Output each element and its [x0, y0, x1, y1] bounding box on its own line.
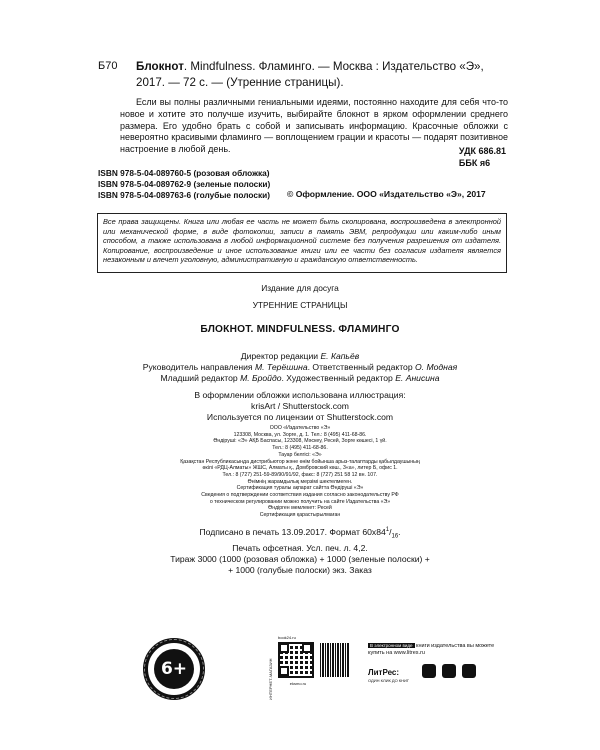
print-info [90, 525, 510, 576]
imprint-line: Қазақстан Республикасында дистрибьютор және өнім бойынша арыз-талаптарды қабылдаушының [180, 458, 420, 465]
staff-line-3 [90, 373, 510, 384]
qr-finder-icon [279, 666, 289, 676]
isbn-line: ISBN 978-5-04-089763-6 (голубые полоски) [98, 190, 270, 200]
isbn-line: ISBN 978-5-04-089760-5 (розовая обложка) [98, 168, 270, 178]
imprint-block [90, 425, 510, 519]
imprint-line: Тел.: 8 (727) 251-59-89/90/91/92, факс: 8 (727) 251 58 12 вн. 107. [222, 471, 378, 478]
staff-label: Руководитель направления [142, 362, 255, 372]
illustration-line: krisArt / Shutterstock.com [251, 401, 349, 411]
book-title: БЛОКНОТ. MINDFULNESS. ФЛАМИНГО [200, 324, 400, 335]
imprint-line: Сведения о подтверждении соответствия издания согласно законодательству РФ [201, 492, 399, 499]
imprint-line: Сертификация туралы ақпарат сайтта Өндіруші «Э» [236, 485, 364, 492]
imprint-line: өкілі «РДЦ-Алматы» ЖШС, Алматы қ., Домбровский көш., 3«а», литер Б, офис 1. [202, 465, 398, 472]
catalog-title-bold: Блокнот [136, 60, 184, 73]
isbn-line: ISBN 978-5-04-089762-9 (зеленые полоски) [98, 179, 271, 189]
format-denominator: 16 [391, 533, 399, 540]
udk: УДК 686.81 [458, 146, 506, 156]
series-name: УТРЕННИЕ СТРАНИЦЫ [252, 300, 348, 310]
imprint-line: 123308, Москва, ул. Зорге, д. 1. Тел.: 8 (495) 411-68-86. [233, 431, 367, 438]
qr-finder-icon [302, 643, 312, 653]
qr-caption: eksmo.ru [289, 681, 307, 686]
annotation: Если вы полны различными гениальными идеями, постоянно находите для себя что-то новое и хотите это получше изучить, выбирайте блокнот в ярком оформлении среднего размера. Его удобно брать с собой и записывать информацию. Красочные обложки с невероятно красивыми фламинго — воплощением грации и красоты — подарят позитивное настроение в любой день. [120, 97, 508, 155]
udk-bbk [459, 145, 506, 169]
imprint-line: Сертификация қарастырылмаған [259, 512, 341, 519]
format-numerator: 1 [385, 527, 390, 533]
age-rating: 6+ [154, 649, 194, 689]
staff-name: М. Бройдо [240, 373, 282, 383]
qr-url: book24.ru [278, 635, 296, 640]
qr-side-text: ИНТЕРНЕТ-МАГАЗИН [268, 658, 273, 700]
format-slash: / [389, 526, 392, 537]
age-rating-badge [143, 638, 205, 700]
android-icon [442, 664, 456, 678]
bbk: ББК я6 [458, 158, 491, 168]
staff-name: Е. Капьёв [320, 351, 360, 361]
imprint-line: Өндірген мемлекет: Ресей [268, 505, 332, 512]
illustration-line: В оформлении обложки использована иллюстрация: [194, 390, 406, 400]
isbn-list [98, 168, 270, 201]
print-signed-text: Подписано в печать 13.09.2017. Формат 60x84 [199, 526, 386, 537]
staff-label: . Ответственный редактор [307, 362, 415, 372]
litres-logo: ЛитРес: [368, 668, 400, 677]
print-line: Печать офсетная. Усл. печ. л. 4,2. [232, 542, 368, 553]
staff-name: Е. Анисина [395, 373, 440, 383]
ebook-promo-text: книги издательства вы можете купить на www.litres.ru [368, 643, 495, 656]
imprint-line: о техническом регулировании можно получить на сайте Издательства «Э» [209, 498, 391, 505]
staff-name: О. Модная [415, 362, 458, 372]
imprint-line: Өнімнің жарамдылық мерзімі шектелмеген. [247, 478, 353, 485]
catalog-code: Б70 [98, 60, 118, 72]
print-line: + 1000 (голубые полоски) экз. Заказ [228, 564, 372, 575]
certification-mark-icon [320, 643, 350, 677]
litres-tagline: ОДИН КЛИК ДО КНИГ [368, 678, 410, 683]
staff-label: Младший редактор [160, 373, 241, 383]
staff-name: М. Терёшина [254, 362, 308, 372]
print-signed: Подписано в печать 13.09.2017. Формат $60x84^1/_{16}$. [199, 526, 401, 540]
imprint-line: Өндіруші: «Э» АҚБ Баспасы, 123308, Мәскеу, Ресей, Зорге көшесі, 1 үй. [213, 438, 387, 445]
ebook-promo-tag: В электронном виде [370, 643, 413, 648]
staff-line-1 [90, 351, 510, 362]
qr-finder-icon [279, 643, 289, 653]
rights-notice: Все права защищены. Книга или любая ее часть не может быть скопирована, воспроизведена в электронной или механической форме, в виде фотокопии, записи в память ЭВМ, репродукции или каким-либо иным способом, а также использована в любой информационной системе без получения разрешения от издателя. Копирование, воспроизведение и иное использование книги или ее части без согласия издателя является незаконным и влечет уголовную, административную и гражданскую ответственность. [97, 213, 507, 273]
imprint-line: Тауар белгісі: «Э» [278, 451, 322, 458]
catalog-title-rest: . Mindfulness. Фламинго. — Москва : Издательство «Э», 2017. — 72 с. — (Утренние страницы). [136, 60, 484, 89]
print-line: Тираж 3000 (1000 (розовая обложка) + 1000 (зеленые полоски) + [170, 553, 430, 564]
apple-icon [422, 664, 436, 678]
catalog-heading [136, 59, 508, 91]
ebook-promo [368, 642, 508, 657]
copyright: © Оформление. ООО «Издательство «Э», 2017 [287, 189, 486, 199]
edition-type: Издание для досуга [261, 283, 339, 293]
windows-icon [462, 664, 476, 678]
staff-label: . Художественный редактор [281, 373, 396, 383]
platform-icons [422, 664, 482, 681]
staff-line-2 [90, 362, 510, 373]
staff-label: Директор редакции [240, 351, 321, 361]
illustration-line: Используется по лицензии от Shutterstock.com [206, 412, 394, 422]
staff-list [90, 351, 510, 384]
imprint-line: Тел.: 8 (495) 411-68-86. [272, 445, 328, 452]
illustration-credit [90, 390, 510, 423]
imprint-line: ООО «Издательство «Э» [269, 425, 331, 431]
